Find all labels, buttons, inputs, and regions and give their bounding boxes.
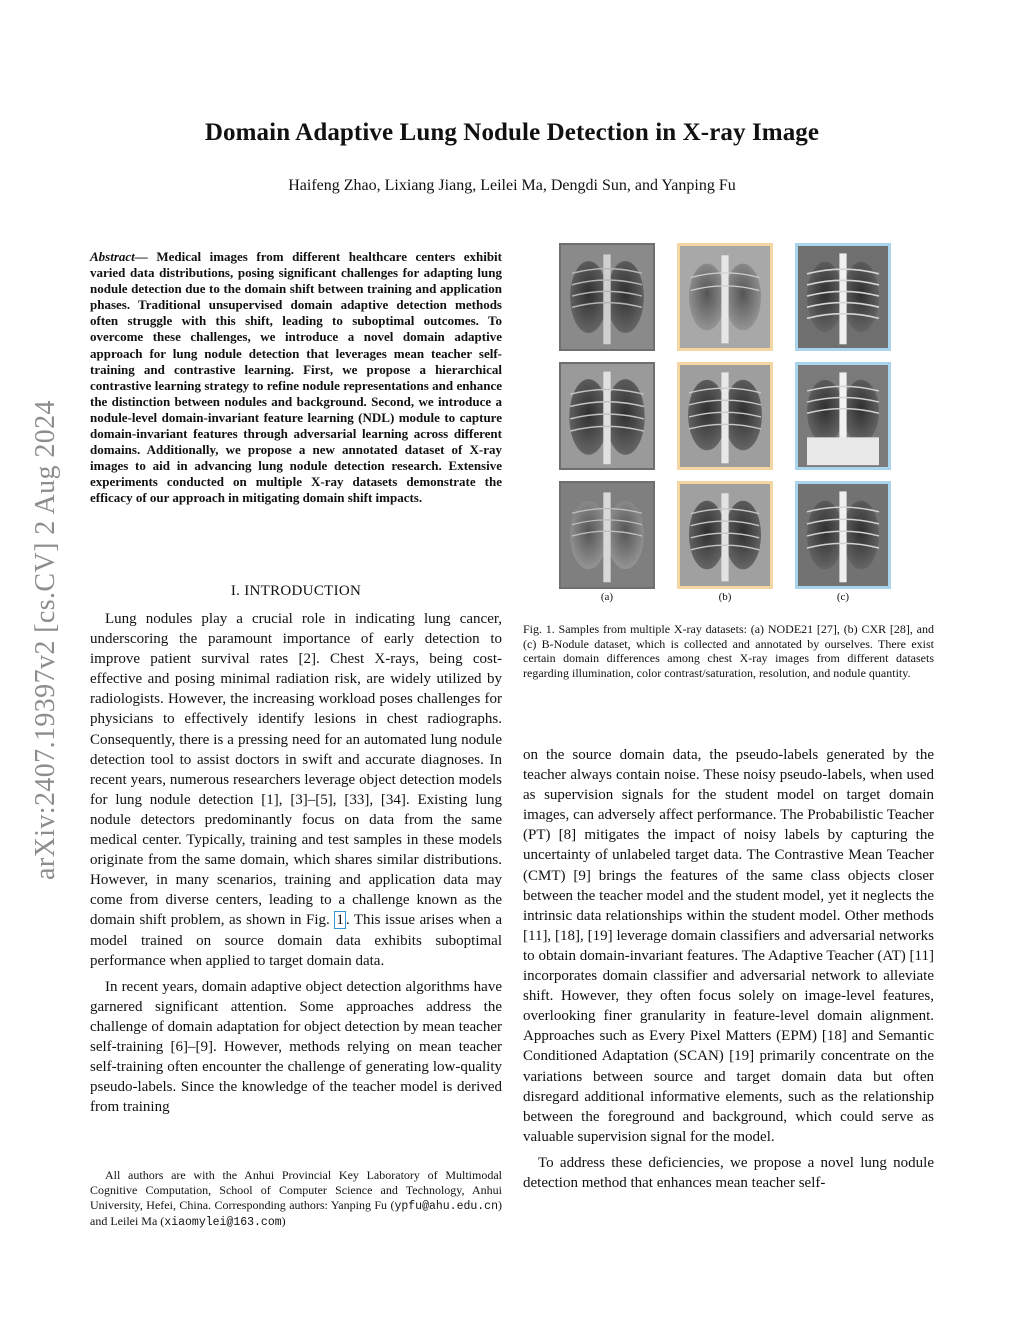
author-affiliation-footnote <box>90 1168 502 1231</box>
intro-p1-text-b: . This issue arises when a model trained on source domain data exhibits suboptimal performance when applied to target domain data. <box>90 912 502 969</box>
xray-sample-b1 <box>677 243 773 351</box>
email-ma[interactable]: xiaomylei@163.com <box>164 1216 282 1230</box>
xray-sample-a3 <box>559 481 655 589</box>
email-fu[interactable]: ypfu@ahu.edu.cn <box>394 1199 498 1213</box>
intro-paragraph-2: In recent years, domain adaptive object detection algorithms have garnered significant attention. Some approaches address the challenge of domain adaptation for object detection by mean teacher self-training [6]–[9]. However, methods relying on mean teacher self-training often encounter the challenge of generating low-quality pseudo-labels. Since the knowledge of the teacher model is derived from training <box>90 978 502 1116</box>
arxiv-identifier: arXiv:2407.19397v2 [cs.CV] 2 Aug 2024 <box>30 400 61 880</box>
paper-title: Domain Adaptive Lung Nodule Detection in X-ray Image <box>204 119 820 146</box>
section-heading-introduction: I. INTRODUCTION <box>230 583 362 599</box>
xray-sample-c2 <box>795 362 891 470</box>
subfigure-label-c: (c) <box>836 591 850 603</box>
right-paragraph-1: on the source domain data, the pseudo-labels generated by the teacher always contain noise. These noisy pseudo-labels, when used as supervision signals for the student model on target domain images, can adversely affect performance. The Probabilistic Teacher (PT) [8] mitigates the impact of noisy labels by capturing the uncertainty of unlabeled target data. The Contrastive Mean Teacher (CMT) [9] brings the features of the same class objects closer between the teacher model and the student model, yet it neglects the intrinsic data relationships within the student model. Other methods [11], [18], [19] leverage domain classifiers and adversarial networks to obtain domain-invariant features. The Adaptive Teacher (AT) [11] incorporates domain classifier and adversarial network to alleviate shift. However, they often focus solely on image-level features, overlooking finer granularity in feature-level domain alignment. Approaches such as Every Pixel Matters (EPM) [18] and Semantic Conditioned Adaptation (SCAN) [19] primarily concentrate on the variations between source and target domain data but often disregard additional informative elements, such as the relationship between the foreground and background, which could serve as valuable supervision signal for the model. <box>523 747 934 1145</box>
xray-sample-b3 <box>677 481 773 589</box>
subfigure-label-b: (b) <box>718 591 732 603</box>
xray-sample-a2 <box>559 362 655 470</box>
figure-1-xray-grid <box>555 240 900 610</box>
right-paragraph-2: To address these deficiencies, we propose a novel lung nodule detection method that enhances mean teacher self- <box>523 1154 934 1191</box>
figure-1-caption: Fig. 1. Samples from multiple X-ray datasets: (a) NODE21 [27], (b) CXR [28], and (c) B-Nodule dataset, which is collected and annotated by ourselves. There exist certain domain differences among chest X-ray images from different datasets regarding illumination, color contrast/saturation, resolution, and nodule quantity. <box>523 622 934 680</box>
xray-sample-b2 <box>677 362 773 470</box>
abstract-text: Medical images from different healthcare centers exhibit varied data distributions, posing significant challenges for adapting lung nodule detection due to the domain shift between training and application phases. Traditional unsupervised domain adaptive detection methods often struggle with this shift, leading to suboptimal outcomes. To overcome these challenges, we introduce a novel domain adaptive approach for lung nodule detection that leverages mean teacher self-training and contrastive learning. First, we propose a hierarchical contrastive learning strategy to refine nodule representations and enhance the distinction between nodules and background. Second, we introduce a nodule-level domain-invariant feature learning (NDL) module to capture domain-invariant features through adversarial learning across different domains. Additionally, we propose a new annotated dataset of X-ray images to aid in advancing lung nodule detection research. Extensive experiments conducted on multiple X-ray datasets demonstrate the efficacy of our approach in mitigating domain shift impacts. <box>90 249 502 506</box>
xray-sample-a1 <box>559 243 655 351</box>
xray-sample-c3 <box>795 481 891 589</box>
abstract-lead: Abstract— <box>90 249 148 264</box>
introduction-body-continued <box>523 745 934 1199</box>
figure-1-link[interactable]: 1 <box>336 912 344 929</box>
abstract <box>90 249 502 507</box>
subfigure-label-a: (a) <box>600 591 614 603</box>
footnote-middle: ) and Leilei Ma ( <box>90 1197 502 1229</box>
intro-p1-text-a: Lung nodules play a crucial role in indicating lung cancer, underscoring the paramount importance of early detection to improve patient survival rates [2]. Chest X-rays, being cost-effective and posing minimal radiation risk, are widely utilized by radiologists. However, the increasing workload poses challenges for physicians to effectively identify lesions in chest radiographs. Consequently, there is a pressing need for an automated lung nodule detection tool to assist doctors in swift and accurate diagnoses. In recent years, numerous researchers leverage object detection models for lung nodule detection [1], [3]–[5], [33], [34]. Existing lung nodule detectors predominantly focus on data from the same medical center. Typically, training and test samples in these models originate from the same domain, which shares similar distributions. However, in many scenarios, training and application data may come from diverse centers, leading to a challenge known as the domain shift problem, as shown in Fig. <box>90 611 502 929</box>
introduction-body <box>90 609 502 1123</box>
author-list: Haifeng Zhao, Lixiang Jiang, Leilei Ma, Dengdi Sun, and Yanping Fu <box>288 177 736 194</box>
footnote-end: ) <box>281 1214 286 1229</box>
xray-sample-c1 <box>795 243 891 351</box>
intro-paragraph-1 <box>90 609 502 971</box>
footnote-text: All authors are with the Anhui Provincial Key Laboratory of Multimodal Cognitive Computation, School of Computer Science and Technology, Anhui University, Hefei, China. Corresponding authors: Yanping Fu ( <box>90 1168 502 1212</box>
